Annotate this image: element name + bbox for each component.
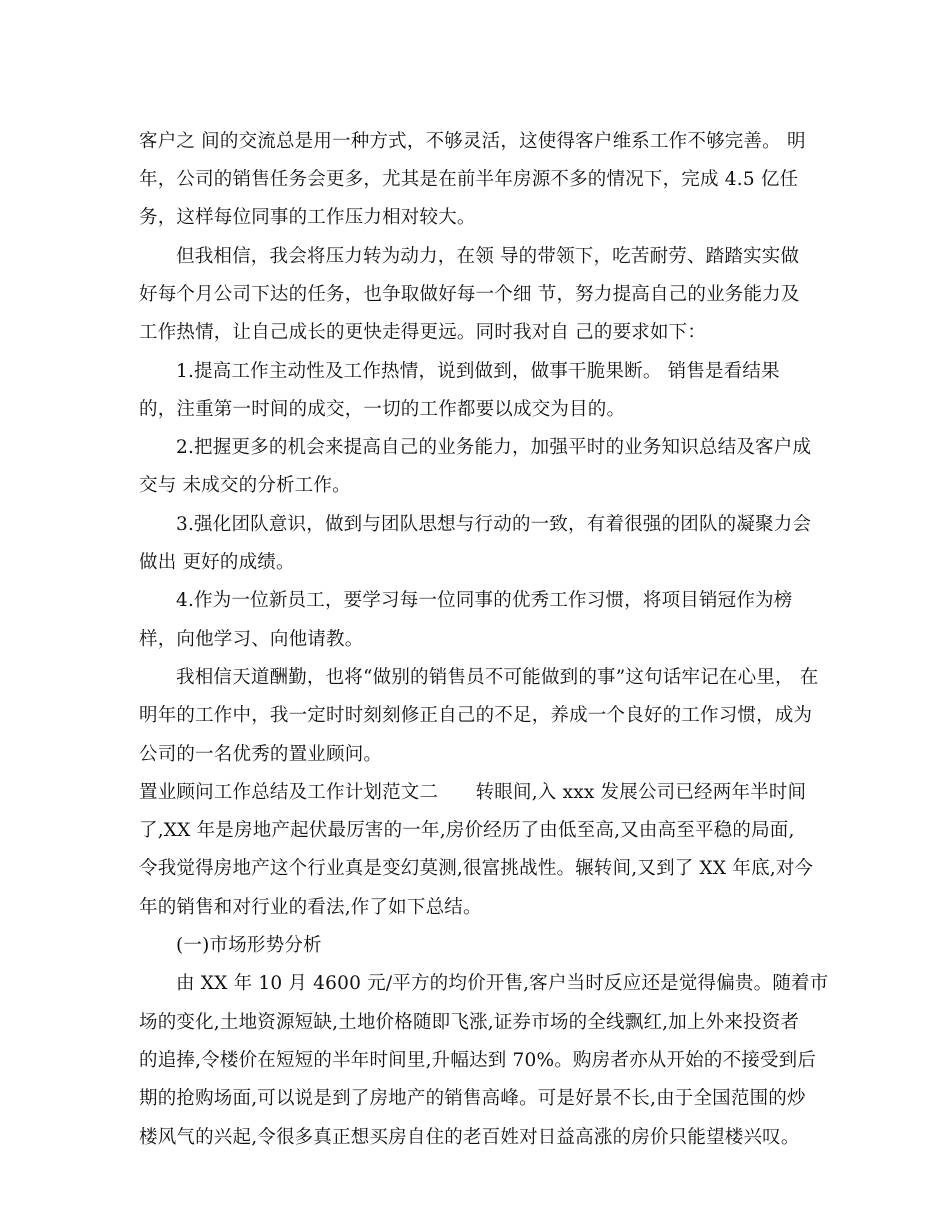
- text-line: 了,XX 年是房地产起伏最厉害的一年,房价经历了由低至高,又由高至平稳的局面,: [139, 820, 795, 841]
- text-line: 样，向他学习、向他请教。: [139, 629, 364, 650]
- text-line: 工作热情，让自己成长的更快走得更远。同时我对自 己的要求如下：: [139, 322, 707, 343]
- text-line: 由 XX 年 10 月 4600 元/平方的均价开售,客户当时反应还是觉得偏贵。随着市: [176, 973, 829, 994]
- text-line: 的追捧,令楼价在短短的半年时间里,升幅达到 70%。购房者亦从开始的不接受到后: [139, 1050, 817, 1071]
- text-line: 2.把握更多的机会来提高自己的业务能力，加强平时的业务知识总结及客户成: [176, 437, 812, 458]
- text-line: 交与 未成交的分析工作。: [139, 475, 351, 496]
- text-line: 令我觉得房地产这个行业真是变幻莫测,很富挑战性。辗转间,又到了 XX 年底,对今: [139, 858, 814, 879]
- text-line: 期的抢购场面,可以说是到了房地产的销售高峰。可是好景不长,由于全国范围的炒: [139, 1088, 806, 1109]
- text-line: 明年的工作中，我一定时时刻刻修正自己的不足，养成一个良好的工作习惯，成为: [139, 705, 813, 726]
- text-line: 3.强化团队意识，做到与团队思想与行动的一致，有着很强的团队的凝聚力会: [176, 514, 812, 535]
- text-line: 楼风气的兴起,令很多真正想买房自住的老百姓对日益高涨的房价只能望楼兴叹。: [139, 1127, 800, 1148]
- text-line: 年的销售和对行业的看法,作了如下总结。: [139, 897, 482, 918]
- text-line: 年，公司的销售任务会更多，尤其是在前半年房源不多的情况下，完成 4.5 亿任: [139, 169, 799, 190]
- text-line: 做出 更好的成绩。: [139, 552, 295, 573]
- section-heading: 置业顾问工作总结及工作计划范文二 转眼间,入 xxx 发展公司已经两年半时间: [139, 782, 807, 803]
- text-line: 务，这样每位同事的工作压力相对较大。: [139, 207, 476, 228]
- text-line: 但我相信，我会将压力转为动力，在领 导的带领下，吃苦耐劳、踏踏实实做: [176, 246, 800, 267]
- text-line: 1.提高工作主动性及工作热情，说到做到，做事干脆果断。 销售是看结果: [176, 361, 780, 382]
- text-line: 我相信天道酬勤，也将“做别的销售员不可能做到的事”这句话牢记在心里， 在: [176, 667, 819, 688]
- text-line: 的，注重第一时间的成交，一切的工作都要以成交为目的。: [139, 399, 626, 420]
- text-line: 4.作为一位新员工，要学习每一位同事的优秀工作习惯，将项目销冠作为榜: [176, 590, 793, 611]
- text-line: 公司的一名优秀的置业顾问。: [139, 744, 383, 765]
- text-line: 场的变化,土地资源短缺,土地价格随即飞涨,证券市场的全线飘红,加上外来投资者: [139, 1012, 800, 1033]
- subsection-heading: (一)市场形势分析: [176, 935, 322, 956]
- text-line: 好每个月公司下达的任务，也争取做好每一个细 节，努力提高自己的业务能力及: [139, 284, 800, 305]
- text-line: 客户之 间的交流总是用一种方式，不够灵活，这使得客户维系工作不够完善。 明: [139, 131, 806, 152]
